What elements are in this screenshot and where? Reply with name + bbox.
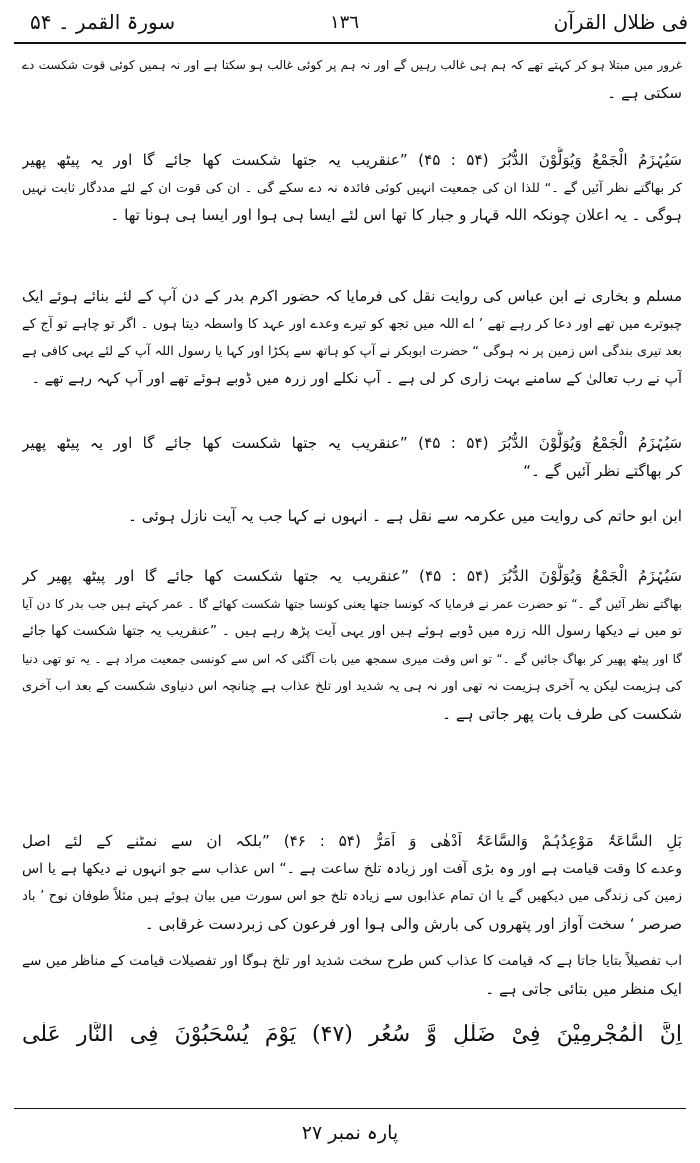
text-line: کر بھاگتے نظر آئیں گے ۔“ [523,461,682,480]
paragraph-3 [22,283,682,393]
ayah-text-line: سَیُہْزَمُ الْجَمْعُ وَیُوَلُّوْنَ الدُّبُرَ (۵۴ : ۴۵) ”عنقریب یہ جتھا شکست کھا جائے گا اور یہ پیٹھ پھیر [22,151,682,169]
text-line: کی ہزیمت لیکن یہ آخری ہزیمت نہ تھی اور نہ ہی یہ شدید اور تلخ عذاب ہے چنانچہ اس دنیاوی شکست کے بعد اب آخری [22,679,682,694]
text-line: سکتی ہے ۔ [607,83,682,102]
text-line: ایک منظر میں بتائی جاتی ہے ۔ [485,979,682,998]
text-line: چبوترے میں تھے اور دعا کر رہے تھے ’ اے اللہ میں تجھ کو تیرے وعدے اور عہد کا واسطہ دیتا ہوں ۔ اگر تو چاہے تو آج کے [22,316,682,332]
text-line: ابن ابو حاتم کی روایت میں عکرمہ سے نقل ہے ۔ انہوں نے کہا جب یہ آیت نازل ہوئی ۔ [128,507,682,525]
text-line: وعدے کا وقت قیامت ہے اور وہ بڑی آفت اور زیادہ تلخ ساعت ہے ۔“ اس عذاب سے جو انہوں نے دیکھا ہے یا اس [22,860,682,877]
text-line: شکست کی طرف بات پھر جاتی ہے ۔ [442,704,682,723]
text-line: زمین کی زندگی میں دیکھیں گے یا ان تمام عذابوں سے زیادہ تلخ جو اس سورت میں بیان ہوئے ہیں مثلاً طوفان نوح ’ باد [22,889,682,904]
para-number: پارہ نمبر ۲۷ [301,1122,399,1144]
ayah-text-line: بَلِ السَّاعَۃُ مَوْعِدُہُمْ وَالسَّاعَۃُ اَدْھٰی وَ اَمَرُّ (۵۴ : ۴۶) ”بلکہ ان سے نمٹنے کے لئے اصل [22,832,682,850]
paragraph-6 [22,563,682,728]
surah-label: سورۃ القمر ۔ ۵۴ [30,10,176,34]
text-line: تو میں نے دیکھا رسول اللہ زرہ میں ڈوبے ہوئے ہیں اور یہی آیت پڑھ رہے ہیں ۔ ”عنقریب یہ جتھا شکست کھا جائے [22,623,682,639]
text-line: بعد تیری بندگی اس زمین پر نہ ہوگی “ حضرت ابوبکر نے آپ کو ہاتھ سے پکڑا اور کہا یا رسول اللہ آپ کے لئے یہی کافی ہے [22,344,682,359]
ayah-text-line: سَیُہْزَمُ الْجَمْعُ وَیُوَلُّوْنَ الدُّبُرَ (۵۴ : ۴۵) ”عنقریب یہ جتھا شکست کھا جائے گا اور یہ پیٹھ پھیر [22,434,682,452]
header-rule [14,42,686,44]
text-line: مسلم و بخاری نے ابن عباس کی روایت نقل کی فرمایا کہ حضور اکرم بدر کے دن آپ کے لئے بنائے ہوئے ایک [22,288,682,305]
text-line: غرور میں مبتلا ہو کر کہتے تھے کہ ہم ہی غالب رہیں گے اور نہ ہم پر کوئی غالب ہو سکتا ہے اور نہ ہمیں کوئی قوت شکست دے [22,58,682,72]
ayah-text-line: سَیُہْزَمُ الْجَمْعُ وَیُوَلُّوْنَ الدُّبُرَ (۵۴ : ۴۵) ”عنقریب یہ جتھا شکست کھا جائے گا اور پیٹھ پھیر کر [22,567,682,585]
paragraph-7 [22,828,682,938]
paragraph-4 [22,430,682,485]
footer-rule [14,1108,686,1109]
paragraph-1 [22,52,682,107]
paragraph-8 [22,948,682,1003]
quranic-verse: اِنَّ الْمُجْرِمِیْنَ فِیْ ضَلٰلٍ وَّ سُعُرٍ (۴۷) یَوْمَ یُسْحَبُوْنَ فِی النَّارِ عَلٰی [22,1022,682,1047]
text-line: گا اور پیٹھ پھیر کر بھاگ جائیں گے ۔“ تو اس وقت میری سمجھ میں بات آگئی کہ اس سے کونسی جمعیت مراد ہے ۔ یہ تو تھی دنیا [22,651,682,666]
text-line: صرصر ‘ سخت آواز اور پتھروں کی بارش والی ہوا اور فرعون کی زبردست غرقابی ۔ [144,914,682,933]
text-line: آپ نے رب تعالیٰ کے سامنے بہت زاری کر لی ہے ۔ آپ نکلے اور زرہ میں ڈوبے ہوئے تھے اور آپ کہہ رہے تھے ۔ [31,370,682,387]
text-line: بھاگتے نظر آئیں گے ۔“ تو حضرت عمر نے فرمایا کہ کونسا جتھا یعنی کونسا جتھا شکست کھائے گا ۔ عمر کہتے ہیں جب بدر کا دن آیا [22,596,682,611]
text-line: کر بھاگتے نظر آئیں گے ۔“ للذا ان کی جمعیت انہیں کوئی فائدہ نہ دے سکے گی ۔ ان کی قوت ان کے لئے مددگار ثابت نہیں [22,180,682,196]
page-number: ١٣٦ [330,12,360,33]
paragraph-2 [22,147,682,230]
text-line: اب تفصیلاً بتایا جاتا ہے کہ قیامت کا عذاب کس طرح سخت شدید اور تلخ ہوگا اور تفصیلات قیامت کے مناظر میں سے [22,953,682,969]
text-line: ہوگی ۔ یہ اعلان چونکہ اللہ قہار و جبار کا تھا اس لئے ایسا ہی ہوا اور ایسا ہی ہونا تھا ۔ [110,206,682,224]
book-title: فی ظلال القرآن [553,10,688,34]
paragraph-5 [22,503,682,531]
